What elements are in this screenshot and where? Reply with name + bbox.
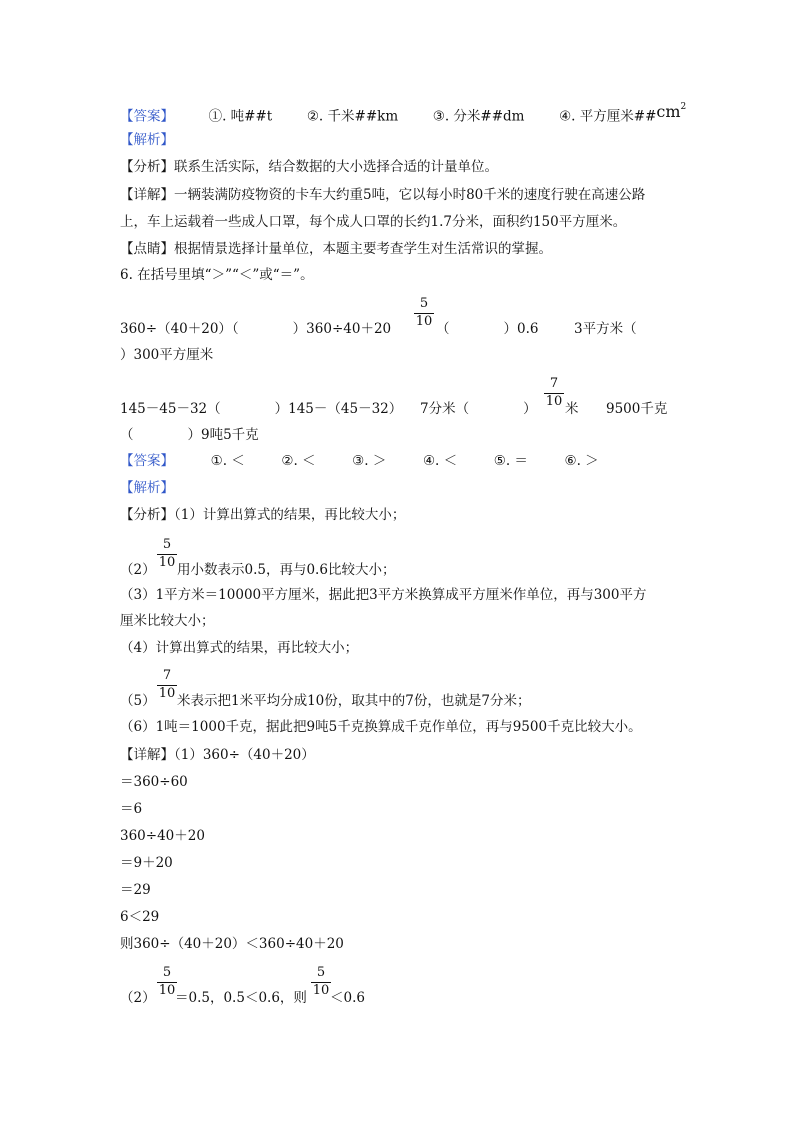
q6-xj-7: 6＜29 bbox=[120, 909, 160, 925]
q6-row1-expr3: 3平方米（ bbox=[574, 321, 637, 337]
q6-xj-2: ＝360÷60 bbox=[120, 774, 188, 790]
q6-jiexi-label: 【解析】 bbox=[120, 480, 174, 496]
q6-fenxi-1-text: （1）计算出算式的结果，再比较大小； bbox=[174, 507, 406, 523]
q5-dianjing-text: 根据情景选择计量单位，本题主要考查学生对生活常识的掌握。 bbox=[174, 241, 552, 257]
q6-answer-label: 【答案】 bbox=[120, 453, 174, 469]
q6-fenxi-2-den: 10 bbox=[158, 555, 176, 570]
q6-xj-1: （1）360÷（40＋20） bbox=[174, 747, 315, 763]
q6-xj-5: ＝9＋20 bbox=[120, 855, 173, 871]
q6-answer-1: ①. ＜ bbox=[210, 453, 245, 469]
q5-answer-unit-exp: 2 bbox=[680, 102, 687, 112]
q5-fenxi-text: 联系生活实际，结合数据的大小选择合适的计量单位。 bbox=[174, 159, 498, 175]
q6-answer-3: ③. ＞ bbox=[352, 453, 387, 469]
q5-fenxi bbox=[120, 158, 498, 176]
q6-fenxi-5-den: 10 bbox=[158, 686, 176, 701]
q6-row1-expr3-cont: ）300平方厘米 bbox=[120, 347, 214, 363]
q6-xj-9-num2: 5 bbox=[316, 965, 326, 980]
q6-fenxi-3b: 厘米比较大小； bbox=[120, 613, 215, 629]
q6-row1-expr2: （ ）0.6 bbox=[436, 321, 539, 337]
q6-fenxi-5-pre: （5） bbox=[120, 693, 156, 709]
q6-row1-frac-den: 10 bbox=[415, 314, 433, 329]
q6-title: 6. 在括号里填“＞”“＜”或“＝”。 bbox=[120, 267, 314, 283]
q5-answer-unit: cm bbox=[656, 101, 681, 121]
q6-xj-4: 360÷40＋20 bbox=[120, 828, 205, 844]
q6-xj-6: ＝29 bbox=[120, 882, 151, 898]
q6-row2-frac-num: 7 bbox=[549, 376, 559, 391]
q5-dianjing bbox=[120, 240, 552, 258]
q5-xiangjie-label: 【详解】 bbox=[120, 187, 174, 203]
q5-answer-1: ①. 吨##t bbox=[208, 108, 273, 125]
q6-fenxi-3a: （3）1平方米＝10000平方厘米，据此把3平方米换算成平方厘米作单位，再与300平方 bbox=[120, 587, 647, 603]
q5-xiangjie-line1: 一辆装满防疫物资的卡车大约重5吨，它以每小时80千米的速度行驶在高速公路 bbox=[174, 187, 646, 203]
q6-row2-frac-den: 10 bbox=[545, 394, 563, 409]
q6-answer-5: ⑤. ＝ bbox=[493, 453, 528, 469]
q6-xiangjie-label: 【详解】 bbox=[120, 747, 174, 763]
q6-row2-expr3: 9500千克 bbox=[606, 401, 668, 417]
q6-row2-expr3-cont: （ ）9吨5千克 bbox=[120, 427, 259, 443]
q5-jiexi-label: 【解析】 bbox=[120, 132, 174, 148]
q6-fenxi-1 bbox=[120, 506, 405, 524]
q6-xj-9-fraction2 bbox=[311, 965, 331, 999]
q6-fenxi-label: 【分析】 bbox=[120, 507, 174, 523]
q6-xj-3: ＝6 bbox=[120, 801, 143, 817]
q6-row1-fraction bbox=[414, 296, 434, 330]
q6-fenxi-4: （4）计算出算式的结果，再比较大小； bbox=[120, 640, 359, 656]
q5-answer-row bbox=[120, 101, 687, 126]
q5-xiangjie-line2: 上，车上运载着一些成人口罩，每个成人口罩的长约1.7分米，面积约150平方厘米。 bbox=[120, 214, 627, 230]
q6-xj-9-num: 5 bbox=[162, 965, 172, 980]
q5-xiangjie bbox=[120, 186, 645, 204]
q5-answer-2: ②. 千米##km bbox=[306, 108, 399, 125]
q6-fenxi-2-fraction bbox=[157, 537, 177, 571]
q5-fenxi-label: 【分析】 bbox=[120, 159, 174, 175]
q6-fenxi-5-fraction bbox=[157, 668, 177, 702]
q6-xj-9-mid: ＝0.5，0.5＜0.6，则 bbox=[175, 990, 307, 1006]
q6-xj-9-fraction1 bbox=[157, 965, 177, 999]
q6-fenxi-2-post: 用小数表示0.5，再与0.6比较大小； bbox=[177, 562, 396, 578]
q6-row2-expr1: 145－45－32（ ）145－（45－32） bbox=[120, 401, 403, 417]
q6-xj-9-den: 10 bbox=[158, 983, 176, 998]
q6-xj-8: 则360÷（40＋20）＜360÷40＋20 bbox=[120, 936, 344, 952]
q5-dianjing-label: 【点睛】 bbox=[120, 241, 174, 257]
q6-row2-fraction bbox=[544, 376, 564, 410]
q6-answer-2: ②. ＜ bbox=[281, 453, 316, 469]
q6-fenxi-6: （6）1吨＝1000千克，据此把9吨5千克换算成千克作单位，再与9500千克比较大小。 bbox=[120, 719, 642, 735]
q6-answer-6: ⑥. ＞ bbox=[564, 453, 599, 469]
q6-row1-frac-num: 5 bbox=[419, 296, 429, 311]
q6-xj-9-den2: 10 bbox=[312, 983, 330, 998]
q6-fenxi-2-pre: （2） bbox=[120, 562, 156, 578]
q6-fenxi-2-num: 5 bbox=[162, 537, 172, 552]
q6-fenxi-5-num: 7 bbox=[162, 668, 172, 683]
q6-row1-expr1: 360÷（40＋20）（ ）360÷40＋20 bbox=[120, 321, 392, 337]
q5-answer-4: ④. 平方厘米## bbox=[559, 108, 657, 125]
q5-answer-3: ③. 分米##dm bbox=[432, 108, 525, 125]
q6-fenxi-5-post: 米表示把1米平均分成10份，取其中的7份，也就是7分米； bbox=[177, 693, 531, 709]
q6-answer-row bbox=[120, 452, 599, 470]
q6-xj-9-post: ＜0.6 bbox=[330, 990, 365, 1006]
q5-answer-label: 【答案】 bbox=[120, 108, 174, 125]
q6-row2-expr2: 7分米（ ） bbox=[420, 401, 537, 417]
q6-xj-9-pre: （2） bbox=[120, 990, 156, 1006]
q6-row2-unit: 米 bbox=[565, 401, 579, 417]
q6-answer-4: ④. ＜ bbox=[422, 453, 458, 469]
q6-xiangjie-1 bbox=[120, 746, 315, 764]
